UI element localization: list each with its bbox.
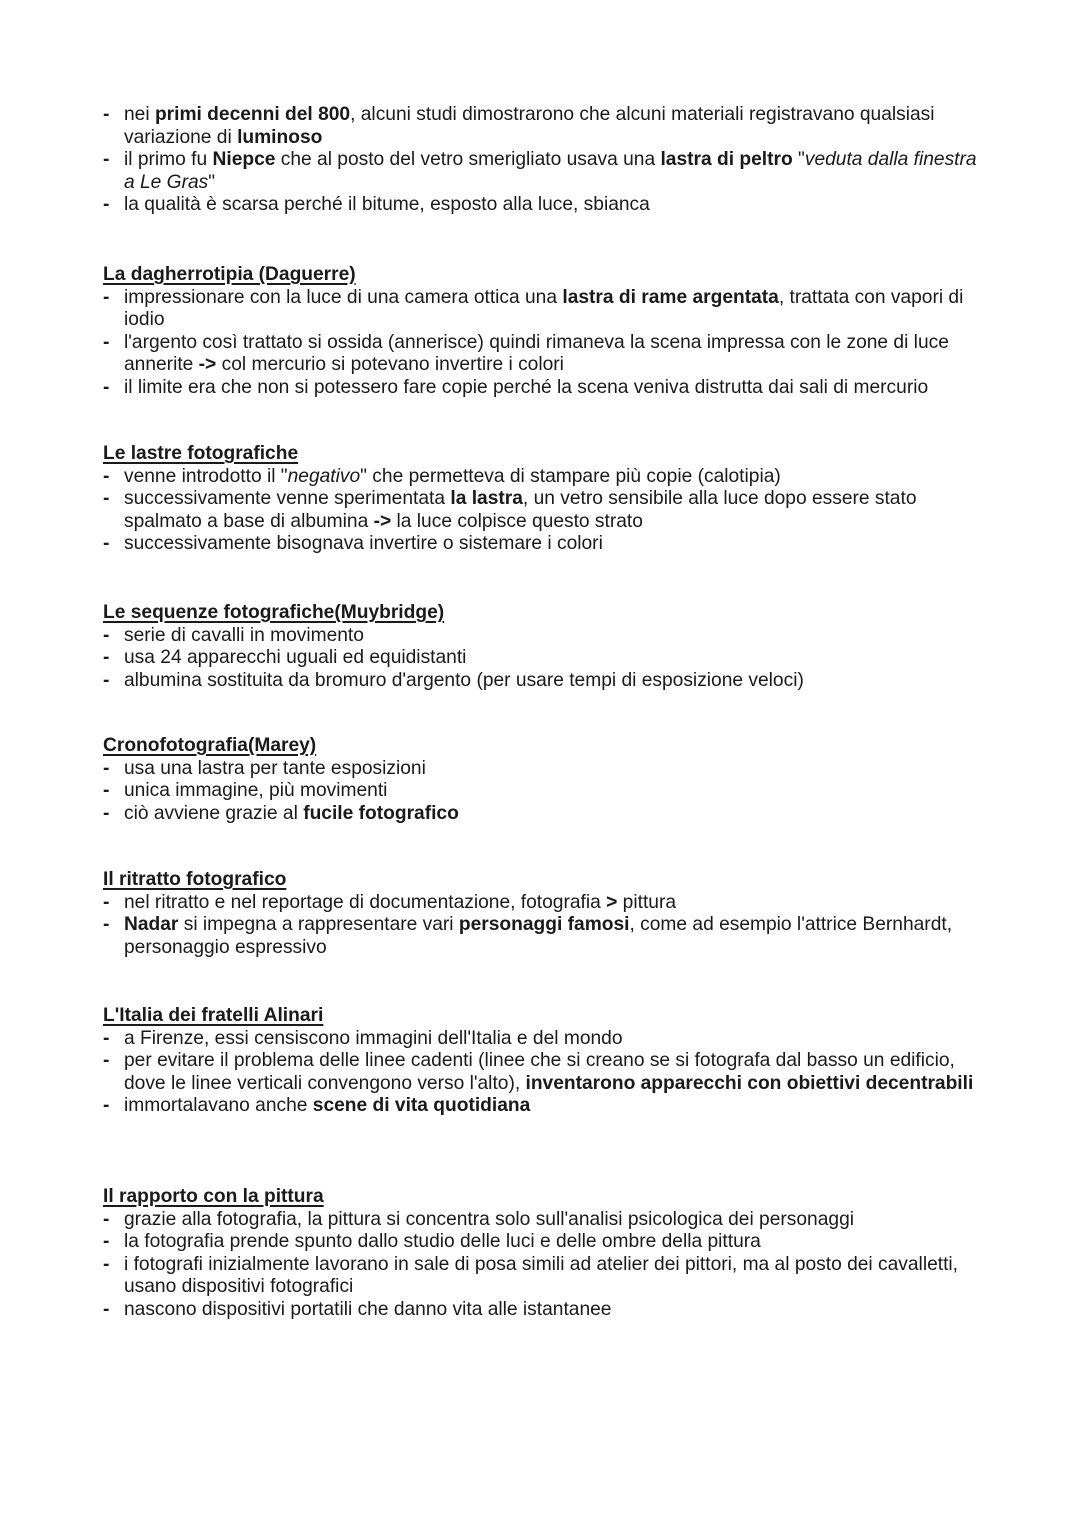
list-item: - ciò avviene grazie al fucile fotografico xyxy=(103,803,983,826)
section-pittura xyxy=(103,1186,983,1321)
list-item: - la fotografia prende spunto dallo studio delle luci e delle ombre della pittura xyxy=(103,1231,983,1254)
section-heading: L'Italia dei fratelli Alinari xyxy=(103,1005,324,1026)
list-item: - serie di cavalli in movimento xyxy=(103,625,983,648)
section-dagherrotipia xyxy=(103,264,983,399)
list-item: - per evitare il problema delle linee cadenti (linee che si creano se si fotografa dal basso un edificio, dove le linee verticali convengono verso l'alto), inventarono apparecchi con obiettivi decentrabili xyxy=(103,1050,983,1095)
section-heading: Il ritratto fotografico xyxy=(103,869,287,890)
bullet-list xyxy=(103,287,983,400)
list-item: - grazie alla fotografia, la pittura si concentra solo sull'analisi psicologica dei personaggi xyxy=(103,1209,983,1232)
section-heading: Le lastre fotografiche xyxy=(103,443,299,464)
list-item: - nei primi decenni del 800, alcuni studi dimostrarono che alcuni materiali registravano qualsiasi variazione di luminoso xyxy=(103,104,983,149)
list-item: - albumina sostituita da bromuro d'argento (per usare tempi di esposizione veloci) xyxy=(103,670,983,693)
section-cronofotografia xyxy=(103,735,983,825)
list-item: - usa 24 apparecchi uguali ed equidistanti xyxy=(103,647,983,670)
section-sequenze xyxy=(103,602,983,692)
bullet-list xyxy=(103,1209,983,1322)
list-item: - successivamente bisognava invertire o sistemare i colori xyxy=(103,533,983,556)
bullet-list xyxy=(103,892,983,960)
list-item: - Nadar si impegna a rappresentare vari personaggi famosi, come ad esempio l'attrice Bernhardt, personaggio espressivo xyxy=(103,914,983,959)
list-item: - immortalavano anche scene di vita quotidiana xyxy=(103,1095,983,1118)
list-item: - nel ritratto e nel reportage di documentazione, fotografia > pittura xyxy=(103,892,983,915)
list-item: - l'argento così trattato si ossida (annerisce) quindi rimaneva la scena impressa con le zone di luce annerite -> col mercurio si potevano invertire i colori xyxy=(103,332,983,377)
list-item: - la qualità è scarsa perché il bitume, esposto alla luce, sbianca xyxy=(103,194,983,217)
bullet-list xyxy=(103,625,983,693)
list-item: - nascono dispositivi portatili che danno vita alle istantanee xyxy=(103,1299,983,1322)
bullet-list xyxy=(103,758,983,826)
list-item: - il limite era che non si potessero fare copie perché la scena veniva distrutta dai sali di mercurio xyxy=(103,377,983,400)
list-item: - usa una lastra per tante esposizioni xyxy=(103,758,983,781)
list-item: - venne introdotto il "negativo" che permetteva di stampare più copie (calotipia) xyxy=(103,466,983,489)
list-item: - il primo fu Niepce che al posto del vetro smerigliato usava una lastra di peltro "veduta dalla finestra a Le Gras" xyxy=(103,149,983,194)
section-heading: La dagherrotipia (Daguerre) xyxy=(103,264,356,285)
section-heading: Cronofotografia(Marey) xyxy=(103,735,317,756)
bullet-list xyxy=(103,104,983,217)
list-item: - impressionare con la luce di una camera ottica una lastra di rame argentata, trattata con vapori di iodio xyxy=(103,287,983,332)
section-heading: Il rapporto con la pittura xyxy=(103,1186,324,1207)
section-heading: Le sequenze fotografiche(Muybridge) xyxy=(103,602,445,623)
bullet-list xyxy=(103,466,983,556)
list-item: - a Firenze, essi censiscono immagini dell'Italia e del mondo xyxy=(103,1028,983,1051)
section-alinari xyxy=(103,1005,983,1118)
list-item: - unica immagine, più movimenti xyxy=(103,780,983,803)
list-item: - i fotografi inizialmente lavorano in sale di posa simili ad atelier dei pittori, ma al posto dei cavalletti, usano dispositivi fotografici xyxy=(103,1254,983,1299)
section-lastre xyxy=(103,443,983,556)
list-item: - successivamente venne sperimentata la lastra, un vetro sensibile alla luce dopo essere stato spalmato a base di albumina -> la luce colpisce questo strato xyxy=(103,488,983,533)
bullet-list xyxy=(103,1028,983,1118)
section-intro xyxy=(103,104,983,217)
section-ritratto xyxy=(103,869,983,959)
